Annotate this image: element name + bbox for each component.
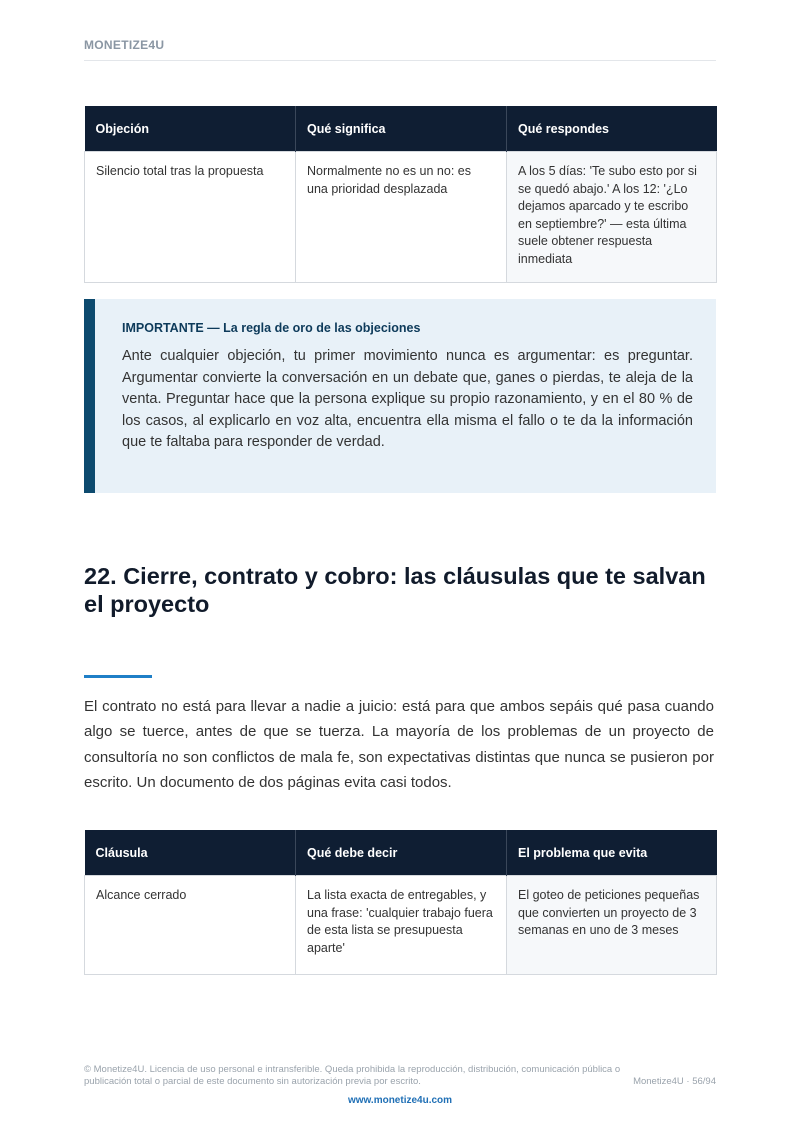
cell-meaning: Normalmente no es un no: es una prioridad desplazada — [296, 152, 507, 283]
footer-website-link[interactable]: www.monetize4u.com — [347, 1095, 453, 1106]
callout-text: Ante cualquier objeción, tu primer movimiento nunca es argumentar: es preguntar. Argumentar convierte la conversación en un debate que, ganes o pierdas, te aleja de la venta. Preguntar hace que la persona explique su propio razonamiento, y en el 80 % de los casos, al explicarlo en voz alta, encuentra ella misma el fallo o te da la información que te faltaba para responder de verdad. — [122, 348, 693, 450]
column-header-problem: El problema que evita — [507, 830, 717, 876]
cell-problem: El goteo de peticiones pequeñas que convierten un proyecto de 3 semanas en uno de 3 meses — [507, 876, 717, 975]
cell-should-say: La lista exacta de entregables, y una frase: 'cualquier trabajo fuera de esta lista se presupuesta aparte' — [296, 876, 507, 975]
callout-title: IMPORTANTE — La regla de oro de las objeciones — [122, 321, 421, 335]
footer-page-number: Monetize4U · 56/94 — [633, 1076, 716, 1087]
footer-legal-notice: © Monetize4U. Licencia de uso personal e intransferible. Queda prohibida la reproducción, distribución, comunicación pública o publicación total o parcial de este documento sin autorización previa por escrito. — [84, 1064, 621, 1087]
cell-clause: Alcance cerrado — [85, 876, 296, 975]
cell-objection: Silencio total tras la propuesta — [85, 152, 296, 283]
header-brand: MONETIZE4U — [84, 38, 165, 52]
section-accent-bar — [84, 675, 152, 678]
column-header-clause: Cláusula — [85, 830, 296, 876]
objections-table — [84, 106, 717, 283]
important-callout — [84, 299, 716, 493]
header-divider — [84, 60, 716, 61]
column-header-response: Qué respondes — [507, 106, 717, 152]
column-header-meaning: Qué significa — [296, 106, 507, 152]
table-row — [85, 876, 717, 975]
column-header-should-say: Qué debe decir — [296, 830, 507, 876]
table-header-row — [85, 830, 717, 876]
cell-response: A los 5 días: 'Te subo esto por si se quedó abajo.' A los 12: '¿Lo dejamos aparcado y te escribo en septiembre?' — esta última suele obtener respuesta inmediata — [507, 152, 717, 283]
table-row — [85, 152, 717, 283]
column-header-objection: Objeción — [85, 106, 296, 152]
clauses-table — [84, 830, 717, 975]
section-body: El contrato no está para llevar a nadie a juicio: está para que ambos sepáis qué pasa cuando algo se tuerce, antes de que se tuerza. La mayoría de los problemas de un proyecto de consultoría no son conflictos de mala fe, son expectativas distintas que nunca se pusieron por escrito. Un documento de dos páginas evita casi todos. — [84, 698, 714, 791]
section-title: 22. Cierre, contrato y cobro: las cláusulas que te salvan el proyecto — [84, 563, 706, 617]
table-header-row — [85, 106, 717, 152]
